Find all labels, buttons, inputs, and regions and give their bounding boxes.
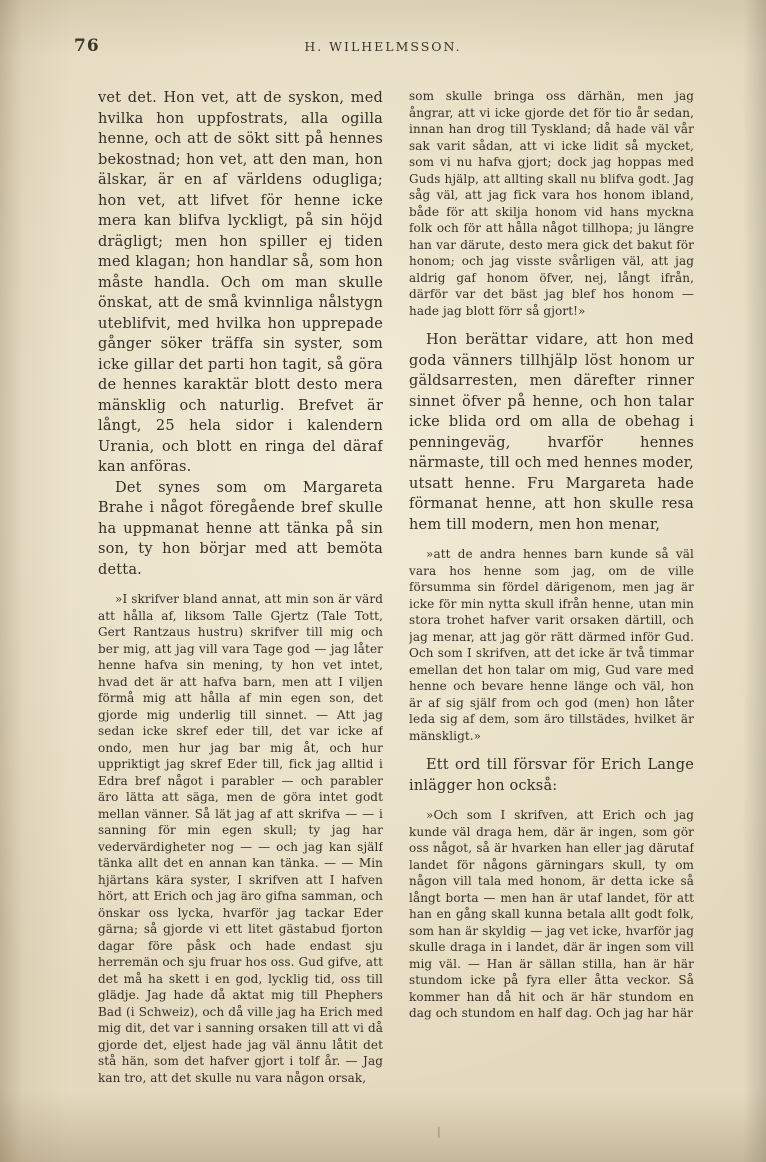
page-header	[0, 36, 766, 66]
scan-artifact-mark: |	[437, 1125, 441, 1138]
paragraph: Hon berättar vidare, att hon med goda vänners tillhjälp löst honom ur gäldsarresten, men därefter rinner sinnet öfver på henne, och hon talar icke blida ord om alla de obehag i penningeväg, hvarför hennes närmaste, till och med hennes moder, utsatt henne. Fru Margareta hade förmanat henne, att hon skulle resa hem till modern, men hon menar,	[409, 332, 694, 533]
right-column	[409, 88, 694, 1138]
page-number: 76	[74, 36, 100, 56]
running-title: H. WILHELMSSON.	[304, 39, 462, 54]
paragraph: »I skrifver bland annat, att min son är värd att hålla af, liksom Talle Gjertz (Tale Tott, Gert Rantzaus hustru) skrifver till mig och ber mig, att jag vill vara Tage god — jag låter henne hafva sin mening, ty hon vet intet, hvad det är att hafva barn, men att I viljen förmå mig att hålla af min egen son, det gjorde mig underlig till sinnet. — Att jag sedan icke skref eder till, det var icke af ondo, men hur jag bar mig åt, och hur uppriktigt jag skref Eder till, fick jag alltid i Edra bref något i parabler — och parabler äro lätta att säga, men de göra intet godt mellan vänner. Så lät jag af att skrifva — — i sanning för min egen skull; ty jag har vedervärdigheter nog — — och jag kan själf tänka allt det en annan kan tänka. — — Min hjärtans kära syster, I skrifven att I hafven hört, att Erich och jag äro gifna samman, och önskar oss lycka, hvarför jag tackar Eder gärna; så gjorde vi ett litet gästabud fjorton dagar före påsk och hade endast sju herremän och sju fruar hos oss. Gud gifve, att det må ha skett i en god, lycklig tid, oss till glädje. Jag hade då aktat mig till Phephers Bad (i Schweiz), och då ville jag ha Erich med mig dit, det var i sanning orsaken till att vi då gjorde det, eljest hade jag väl ännu låtit det stå hän, som det hafver gjort i tolf år. — Jag kan tro, att det skulle nu vara någon orsak,	[98, 592, 383, 1085]
paragraph: Det synes som om Margareta Brahe i något föregående bref skulle ha uppmanat henne att tänka på sin son, ty hon börjar med att bemöta detta.	[98, 479, 383, 578]
paragraph: »att de andra hennes barn kunde så väl vara hos henne som jag, om de ville försumma sin fördel därigenom, men jag är icke för min nytta skull ifrån henne, utan min stora trohet hafver varit orsaken därtill, och jag menar, att jag gör rätt därmed inför Gud. Och som I skrifven, att det icke är två timmar emellan det hon talar om mig, Gud vare med henne och bevare henne länge och väl, hon är af sig själf from och god (men) hon låter leda sig af dem, som äro tillstädes, hvilket är mänskligt.»	[409, 547, 694, 743]
text-columns	[0, 88, 766, 1138]
paragraph: »Och som I skrifven, att Erich och jag kunde väl draga hem, där är ingen, som gör oss något, så är hvarken han eller jag därutaf landet för någons gärningars skull, ty om någon vill tala med honom, är detta icke så långt borta — men han är utaf landet, för att han en gång skall kunna betala allt godt folk, som han är skyldig — jag vet icke, hvarför jag skulle draga in i landet, där är ingen som vill mig väl. — Han är sällan stilla, han är här stundom icke på fyra eller åtta veckor. Så kommer han då hit och är här stundom en dag och stundom en half dag. Och jag har här	[409, 808, 694, 1020]
paragraph: Ett ord till försvar för Erich Lange inlägger hon också:	[409, 757, 694, 794]
paragraph: som skulle bringa oss därhän, men jag ångrar, att vi icke gjorde det för tio år sedan, innan han drog till Tyskland; då hade väl vår sak varit sådan, att vi icke lidit så mycket, som vi nu hafva gjort; dock jag hoppas med Guds hjälp, att allting skall nu blifva godt. Jag såg väl, att jag fick vara hos honom ibland, både för att skilja honom vid hans myckna folk och för att hålla något tillhopa; ju längre han var därute, desto mera gick det bakut för honom; och jag visste svårligen väl, att jag aldrig gaf honom öfver, nej, långt ifrån, därför var det bäst jag blef hos honom — hade jag blott förr så gjort!»	[409, 89, 694, 318]
left-column	[98, 88, 383, 1138]
paragraph: vet det. Hon vet, att de syskon, med hvilka hon uppfostrats, alla ogilla henne, och att de sökt sitt på hennes bekostnad; hon vet, att den man, hon älskar, är en af världens odugliga; hon vet, att lifvet för henne icke mera kan blifva lyckligt, på sin höjd drägligt; men hon spiller ej tiden med klagan; hon handlar så, som hon måste handla. Och om man skulle önskat, att de små kvinnliga nålstygn uteblifvit, med hvilka hon upprepade gånger söker träffa sin syster, som icke gillar det parti hon tagit, så göra de hennes karaktär blott desto mera mänsklig och naturlig. Brefvet är långt, 25 hela sidor i kalendern Urania, och blott en ringa del däraf kan anföras.	[98, 90, 383, 475]
